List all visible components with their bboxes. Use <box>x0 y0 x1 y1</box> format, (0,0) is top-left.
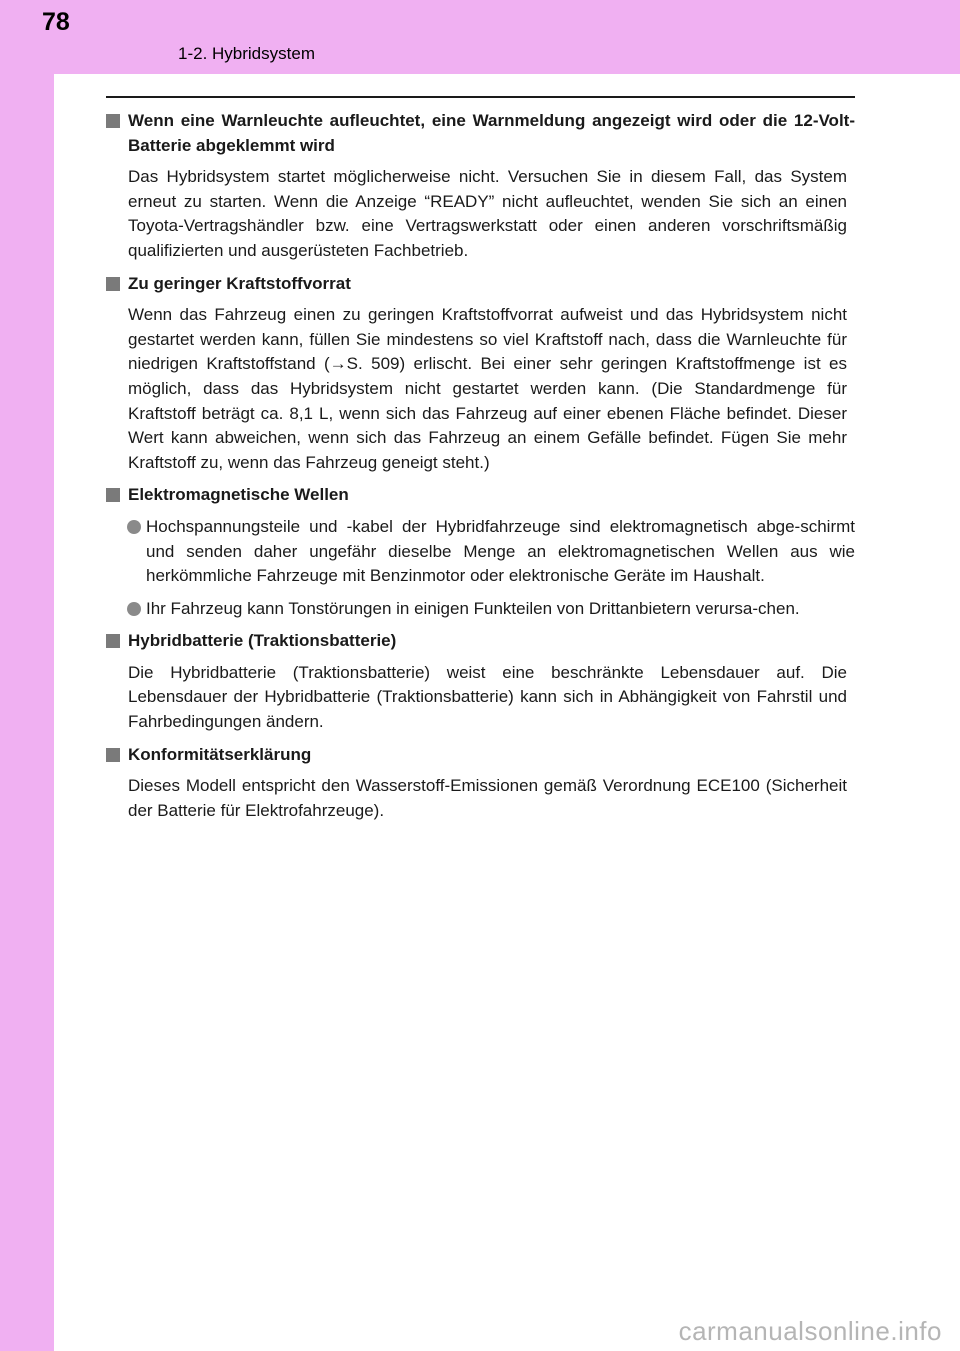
watermark-text: carmanualsonline.info <box>678 1316 942 1346</box>
section-electromagnetic-waves <box>106 483 855 621</box>
page-number: 78 <box>42 8 70 36</box>
section-heading: Hybridbatterie (Traktionsbatterie) <box>106 629 855 654</box>
page-content <box>106 109 855 831</box>
bullet-item: Ihr Fahrzeug kann Tonstörungen in einigen Funkteilen von Drittanbietern verursa-chen. <box>106 597 855 622</box>
section-paragraph: Dieses Modell entspricht den Wasserstoff-Emissionen gemäß Verordnung ECE100 (Sicherheit der Batterie für Elektrofahrzeuge). <box>128 776 847 820</box>
side-color-band <box>0 0 54 1351</box>
circle-bullet-icon <box>127 602 141 616</box>
section-heading: Konformitätserklärung <box>106 743 855 768</box>
circle-bullet-icon <box>127 520 141 534</box>
section-warning-light <box>106 109 855 264</box>
square-bullet-icon <box>106 488 120 502</box>
section-paragraph: Wenn das Fahrzeug einen zu geringen Kraftstoffvorrat aufweist und das Hybridsystem nicht gestartet werden kann, füllen Sie mindestens so viel Kraftstoff nach, dass die Warnleuchte für niedrigen Kraftstoffstand (→S. 509) erlischt. Bei einer sehr geringen Kraftstoffmenge ist es möglich, dass das Hybridsystem nicht gestartet werden kann. (Die Standardmenge für Kraftstoff beträgt ca. 8,1 L, wenn sich das Fahrzeug auf einer ebenen Fläche befindet. Dieser Wert kann abweichen, wenn sich das Fahrzeug an einem Gefälle befindet. Fügen Sie mehr Kraftstoff zu, wenn das Fahrzeug geneigt steht.) <box>128 305 847 472</box>
square-bullet-icon <box>106 114 120 128</box>
bullet-item: Hochspannungsteile und -kabel der Hybridfahrzeuge sind elektromagnetisch abge-schirmt und senden daher ungefähr dieselbe Menge an elektromagnetischen Wellen aus wie herkömmliche Fahrzeuge mit Benzinmotor oder elektronische Geräte im Haushalt. <box>106 515 855 589</box>
section-heading: Elektromagnetische Wellen <box>106 483 855 508</box>
section-heading: Zu geringer Kraftstoffvorrat <box>106 272 855 297</box>
section-paragraph: Die Hybridbatterie (Traktionsbatterie) weist eine beschränkte Lebensdauer auf. Die Lebensdauer der Hybridbatterie (Traktionsbatterie) kann sich in Abhängigkeit von Fahrstil und Fahrbedingungen ändern. <box>128 662 847 732</box>
square-bullet-icon <box>106 277 120 291</box>
section-divider <box>106 96 855 98</box>
square-bullet-icon <box>106 748 120 762</box>
chapter-title: 1-2. Hybridsystem <box>178 44 315 63</box>
section-low-fuel <box>106 272 855 476</box>
square-bullet-icon <box>106 634 120 648</box>
section-conformity <box>106 743 855 824</box>
section-hybrid-battery <box>106 629 855 734</box>
section-heading: Wenn eine Warnleuchte aufleuchtet, eine Warnmeldung angezeigt wird oder die 12-Volt-Batterie abgeklemmt wird <box>106 109 855 158</box>
section-paragraph: Das Hybridsystem startet möglicherweise nicht. Versuchen Sie in diesem Fall, das System erneut zu starten. Wenn die Anzeige “READY” nicht aufleuchtet, wenden Sie sich an einen Toyota-Vertragshändler bzw. eine Vertragswerkstatt oder einen anderen vorschriftsmäßig qualifizierten und ausgerüsteten Fachbetrieb. <box>128 167 847 260</box>
